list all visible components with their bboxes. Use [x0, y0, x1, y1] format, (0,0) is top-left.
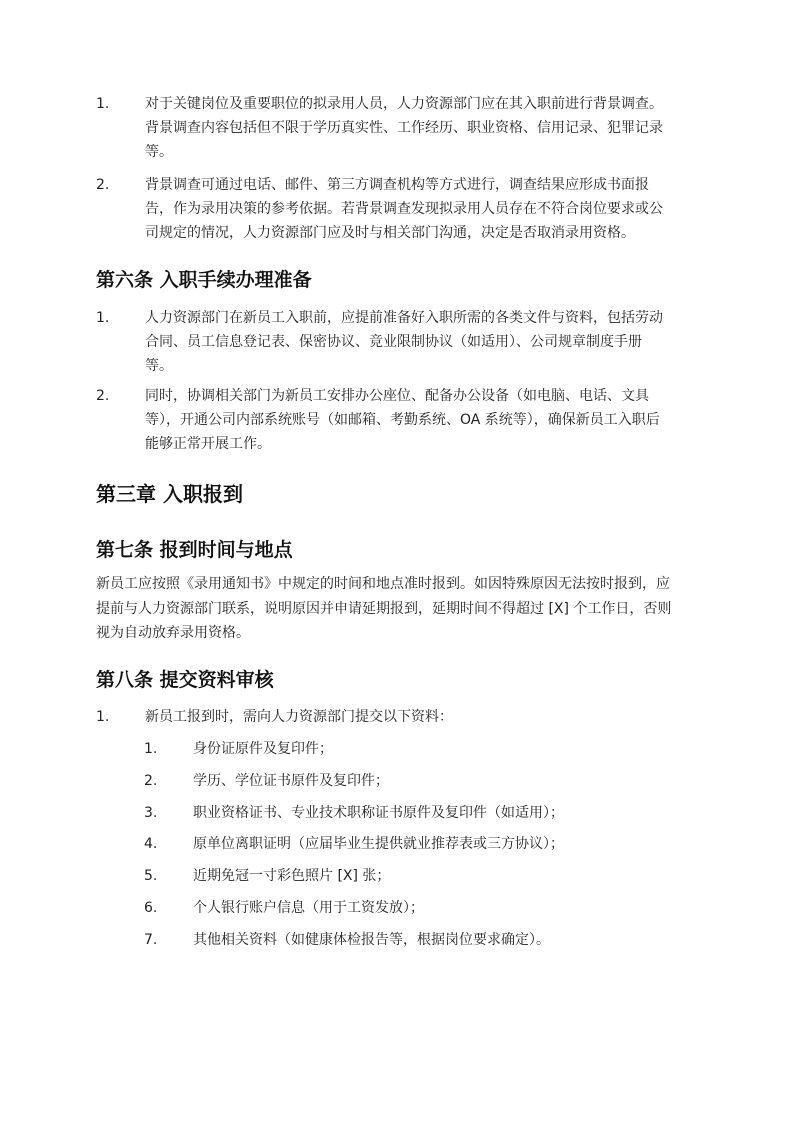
- sub-list-item-text: 原单位离职证明（应届毕业生提供就业推荐表或三方协议）；: [193, 836, 564, 852]
- sub-list-item-text: 个人银行账户信息（用于工资发放）；: [193, 900, 424, 916]
- list-item-text: 人力资源部门在新员工入职前，应提前准备好入职所需的各类文件与资料，包括劳动 合同、员工信息登记表、保密协议、竞业限制协议（如适用）、公司规章制度手册 等。: [145, 310, 663, 374]
- list-number: 1.: [96, 709, 110, 725]
- chapter-3-heading: 第三章 入职报到: [96, 482, 243, 506]
- article-6-heading: 第六条 入职手续办理准备: [96, 269, 312, 291]
- list-item-text: 新员工报到时，需向人力资源部门提交以下资料：: [145, 709, 453, 725]
- sub-list-item-text: 学历、学位证书原件及复印件；: [193, 773, 389, 789]
- sub-list-number: 1.: [144, 741, 158, 757]
- sub-list-number: 6.: [144, 900, 158, 916]
- list-item-text: 背景调查可通过电话、邮件、第三方调查机构等方式进行，调查结果应形成书面报 告，作为录用决策的参考依据。若背景调查发现拟录用人员存在不符合岗位要求或公 司规定的情况，人力资源部门应及时与相关部门沟通，决定是否取消录用资格。: [145, 177, 663, 241]
- article-8-heading: 第八条 提交资料审核: [96, 669, 274, 691]
- sub-list-number: 4.: [144, 836, 158, 852]
- list-item-text: 同时，协调相关部门为新员工安排办公座位、配备办公设备（如电脑、电话、文具 等），开通公司内部系统账号（如邮箱、考勤系统、OA 系统等），确保新员工入职后 能够正常开展工作。: [145, 388, 660, 452]
- sub-list-item-text: 职业资格证书、专业技术职称证书原件及复印件（如适用）；: [193, 805, 564, 821]
- sub-list-number: 2.: [144, 773, 158, 789]
- article-7-heading: 第七条 报到时间与地点: [96, 539, 293, 561]
- sub-list-item-text: 身份证原件及复印件；: [193, 741, 333, 757]
- list-number: 1.: [96, 310, 110, 326]
- sub-list-number: 7.: [144, 932, 158, 948]
- list-number: 1.: [96, 96, 110, 112]
- sub-list-number: 3.: [144, 805, 158, 821]
- list-number: 2.: [96, 177, 110, 193]
- list-item-text: 对于关键岗位及重要职位的拟录用人员，人力资源部门应在其入职前进行背景调查。 背景调查内容包括但不限于学历真实性、工作经历、职业资格、信用记录、犯罪记录 等。: [145, 96, 663, 160]
- article-7-paragraph: 新员工应按照《录用通知书》中规定的时间和地点准时报到。如因特殊原因无法按时报到，应 提前与人力资源部门联系，说明原因并申请延期报到，延期时间不得超过 [X] 个工作日，否则 视为自动放弃录用资格。: [96, 576, 672, 641]
- sub-list-item-text: 近期免冠一寸彩色照片 [X] 张；: [193, 868, 391, 884]
- list-number: 2.: [96, 388, 110, 404]
- sub-list-item-text: 其他相关资料（如健康体检报告等，根据岗位要求确定）。: [193, 932, 550, 948]
- sub-list-number: 5.: [144, 868, 158, 884]
